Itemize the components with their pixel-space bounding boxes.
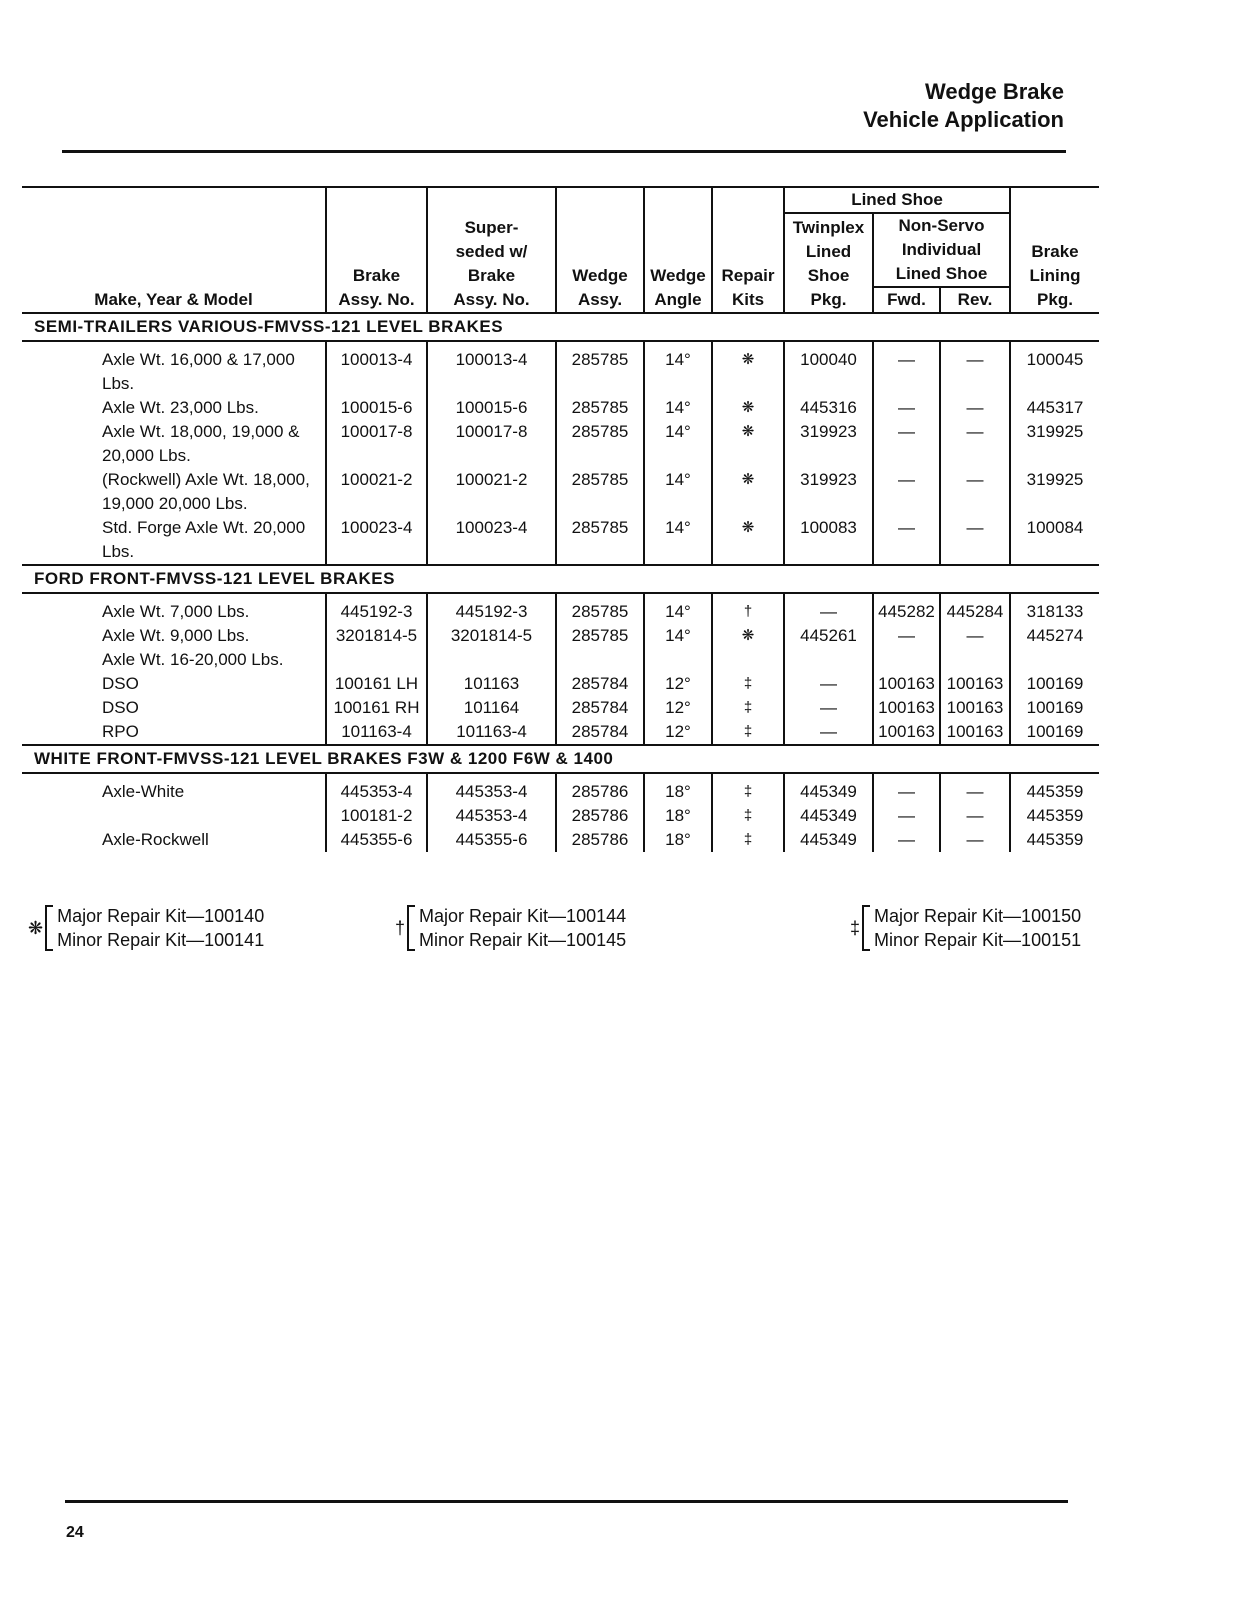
minor-kit-label: Minor Repair Kit—100141 (57, 930, 265, 950)
superseded-cell: 445353-4 (427, 804, 556, 828)
lining-cell: 319925 (1010, 420, 1099, 468)
wedge-angle-cell: 14° (644, 516, 712, 565)
model-cell: Axle-Rockwell (102, 830, 209, 849)
superseded-cell: 445353-4 (427, 773, 556, 804)
brake-assy-cell: 445355-6 (326, 828, 427, 852)
twinplex-cell: — (784, 696, 873, 720)
model-cell (22, 804, 326, 828)
wedge-angle-cell: 14° (644, 420, 712, 468)
wedge-assy-cell: 285786 (556, 804, 644, 828)
brake-assy-cell: 100017-8 (326, 420, 427, 468)
section-title: WHITE FRONT-FMVSS-121 LEVEL BRAKES F3W & 1200 F6W & 1400 (22, 745, 1099, 773)
wedge-angle-cell: 14° (644, 624, 712, 648)
model-cell: DSO (102, 674, 139, 693)
rev-cell: — (940, 804, 1010, 828)
section-header (22, 745, 1099, 773)
rev-cell: — (940, 773, 1010, 804)
fwd-cell: — (873, 341, 940, 396)
application-table (22, 186, 1099, 852)
section-header (22, 313, 1099, 341)
title-line-2: Vehicle Application (863, 107, 1064, 132)
footnote (28, 904, 264, 952)
fwd-cell (873, 648, 940, 672)
lining-cell: 445359 (1010, 804, 1099, 828)
header-make-year-model: Make, Year & Model (22, 187, 326, 313)
model-cell: Axle Wt. 16-20,000 Lbs. (102, 650, 284, 669)
fwd-cell: — (873, 420, 940, 468)
rev-cell: — (940, 341, 1010, 396)
repair-kit-cell: ‡ (712, 672, 784, 696)
table-row (22, 341, 1099, 396)
lining-cell: 100169 (1010, 672, 1099, 696)
brake-assy-cell: 100013-4 (326, 341, 427, 396)
wedge-assy-cell: 285786 (556, 828, 644, 852)
fwd-cell: 100163 (873, 672, 940, 696)
repair-kit-cell: ❋ (712, 516, 784, 565)
header-non-servo: Non-Servo Individual Lined Shoe (873, 213, 1010, 287)
twinplex-cell: 100040 (784, 341, 873, 396)
model-cell: Axle Wt. 7,000 Lbs. (102, 602, 250, 621)
footnote (395, 904, 626, 952)
brake-assy-cell: 100023-4 (326, 516, 427, 565)
major-kit-label: Major Repair Kit—100150 (874, 906, 1082, 926)
table-header (22, 187, 1099, 313)
wedge-angle-cell: 18° (644, 828, 712, 852)
header-repair-kits: Repair Kits (712, 187, 784, 313)
table-body (22, 313, 1099, 852)
twinplex-cell: 445349 (784, 828, 873, 852)
superseded-cell: 100013-4 (427, 341, 556, 396)
lining-cell: 445359 (1010, 773, 1099, 804)
lining-cell: 100169 (1010, 720, 1099, 745)
table-row (22, 804, 1099, 828)
rev-cell: — (940, 828, 1010, 852)
wedge-angle-cell (644, 648, 712, 672)
table-row (22, 828, 1099, 852)
repair-kit-cell: ❋ (712, 420, 784, 468)
repair-kit-cell: ‡ (712, 696, 784, 720)
major-kit-label: Major Repair Kit—100144 (419, 906, 627, 926)
brake-assy-cell: 100161 LH (326, 672, 427, 696)
model-cell: DSO (102, 698, 139, 717)
rev-cell: — (940, 516, 1010, 565)
repair-kit-cell: ‡ (712, 720, 784, 745)
repair-kit-cell: ‡ (712, 828, 784, 852)
brake-assy-cell: 101163-4 (326, 720, 427, 745)
minor-kit-label: Minor Repair Kit—100151 (874, 930, 1082, 950)
superseded-cell: 445192-3 (427, 593, 556, 624)
superseded-cell: 101164 (427, 696, 556, 720)
rev-cell: — (940, 468, 1010, 516)
model-cell: Axle Wt. 23,000 Lbs. (102, 398, 259, 417)
twinplex-cell: 445261 (784, 624, 873, 648)
brake-assy-cell: 100015-6 (326, 396, 427, 420)
brake-assy-cell: 3201814-5 (326, 624, 427, 648)
lining-cell: 445274 (1010, 624, 1099, 648)
lining-cell: 100045 (1010, 341, 1099, 396)
wedge-assy-cell: 285785 (556, 593, 644, 624)
superseded-cell: 3201814-5 (427, 624, 556, 648)
rev-cell: — (940, 420, 1010, 468)
fwd-cell: — (873, 828, 940, 852)
brake-assy-cell: 445192-3 (326, 593, 427, 624)
wedge-assy-cell: 285785 (556, 624, 644, 648)
wedge-angle-cell: 18° (644, 773, 712, 804)
top-rule (62, 150, 1066, 153)
model-cell: RPO (102, 722, 139, 741)
lining-cell: 100084 (1010, 516, 1099, 565)
superseded-cell: 101163 (427, 672, 556, 696)
fwd-cell: — (873, 468, 940, 516)
footnote-symbol: † (395, 917, 406, 938)
table-row (22, 720, 1099, 745)
rev-cell: — (940, 396, 1010, 420)
header-brake-lining: Brake Lining Pkg. (1010, 187, 1099, 313)
wedge-angle-cell: 14° (644, 593, 712, 624)
repair-kit-cell: † (712, 593, 784, 624)
twinplex-cell: 445349 (784, 804, 873, 828)
footnote (850, 904, 1081, 952)
wedge-angle-cell: 12° (644, 672, 712, 696)
repair-kit-cell: ‡ (712, 804, 784, 828)
section-title: SEMI-TRAILERS VARIOUS-FMVSS-121 LEVEL BRAKES (22, 313, 1099, 341)
wedge-assy-cell: 285785 (556, 341, 644, 396)
superseded-cell: 100021-2 (427, 468, 556, 516)
wedge-angle-cell: 14° (644, 468, 712, 516)
brake-assy-cell: 100161 RH (326, 696, 427, 720)
repair-kit-cell: ‡ (712, 773, 784, 804)
lining-cell: 100169 (1010, 696, 1099, 720)
twinplex-cell: — (784, 720, 873, 745)
rev-cell (940, 648, 1010, 672)
page-number: 24 (66, 1524, 84, 1541)
wedge-assy-cell (556, 648, 644, 672)
lining-cell: 445359 (1010, 828, 1099, 852)
wedge-assy-cell: 285784 (556, 720, 644, 745)
fwd-cell: 100163 (873, 720, 940, 745)
repair-kit-cell: ❋ (712, 396, 784, 420)
superseded-cell (427, 648, 556, 672)
fwd-cell: — (873, 396, 940, 420)
twinplex-cell: 445349 (784, 773, 873, 804)
model-cell: Axle Wt. 16,000 & 17,000 Lbs. (102, 350, 295, 393)
wedge-angle-cell: 12° (644, 720, 712, 745)
header-twinplex: Twinplex Lined Shoe Pkg. (784, 213, 873, 313)
superseded-cell: 100017-8 (427, 420, 556, 468)
rev-cell: 100163 (940, 720, 1010, 745)
wedge-assy-cell: 285785 (556, 396, 644, 420)
wedge-assy-cell: 285785 (556, 420, 644, 468)
brake-assy-cell: 100181-2 (326, 804, 427, 828)
twinplex-cell: — (784, 672, 873, 696)
brake-assy-cell: 445353-4 (326, 773, 427, 804)
repair-kit-cell: ❋ (712, 468, 784, 516)
table-row (22, 672, 1099, 696)
twinplex-cell: 445316 (784, 396, 873, 420)
bracket-icon (45, 905, 53, 951)
rev-cell: — (940, 624, 1010, 648)
wedge-assy-cell: 285785 (556, 468, 644, 516)
superseded-cell: 101163-4 (427, 720, 556, 745)
minor-kit-label: Minor Repair Kit—100145 (419, 930, 627, 950)
rev-cell: 100163 (940, 696, 1010, 720)
table-row (22, 696, 1099, 720)
fwd-cell: 445282 (873, 593, 940, 624)
fwd-cell: 100163 (873, 696, 940, 720)
table-row (22, 420, 1099, 468)
lining-cell: 445317 (1010, 396, 1099, 420)
rev-cell: 100163 (940, 672, 1010, 696)
model-cell: Std. Forge Axle Wt. 20,000 Lbs. (102, 518, 306, 561)
fwd-cell: — (873, 773, 940, 804)
wedge-assy-cell: 285785 (556, 516, 644, 565)
wedge-assy-cell: 285784 (556, 696, 644, 720)
header-brake-assy: Brake Assy. No. (326, 187, 427, 313)
superseded-cell: 100023-4 (427, 516, 556, 565)
repair-kit-cell: ❋ (712, 341, 784, 396)
twinplex-cell: 319923 (784, 468, 873, 516)
superseded-cell: 445355-6 (427, 828, 556, 852)
wedge-assy-cell: 285784 (556, 672, 644, 696)
table-row (22, 396, 1099, 420)
section-header (22, 565, 1099, 593)
repair-kit-cell: ❋ (712, 624, 784, 648)
wedge-assy-cell: 285786 (556, 773, 644, 804)
lining-cell (1010, 648, 1099, 672)
table-row (22, 468, 1099, 516)
header-fwd: Fwd. (873, 287, 940, 313)
wedge-angle-cell: 14° (644, 396, 712, 420)
header-lined-shoe: Lined Shoe (784, 187, 1010, 213)
footnote-symbol: ❋ (28, 917, 44, 938)
brake-assy-cell: 100021-2 (326, 468, 427, 516)
table-row (22, 648, 1099, 672)
page-title (863, 78, 1064, 134)
fwd-cell: — (873, 516, 940, 565)
fwd-cell: — (873, 624, 940, 648)
twinplex-cell: 100083 (784, 516, 873, 565)
wedge-angle-cell: 18° (644, 804, 712, 828)
fwd-cell: — (873, 804, 940, 828)
model-cell: Axle Wt. 9,000 Lbs. (102, 626, 250, 645)
section-title: FORD FRONT-FMVSS-121 LEVEL BRAKES (22, 565, 1099, 593)
table-row (22, 516, 1099, 565)
header-wedge-angle: Wedge Angle (644, 187, 712, 313)
bracket-icon (862, 905, 870, 951)
wedge-angle-cell: 14° (644, 341, 712, 396)
rev-cell: 445284 (940, 593, 1010, 624)
model-cell: Axle-White (102, 782, 185, 801)
table-row (22, 773, 1099, 804)
header-rev: Rev. (940, 287, 1010, 313)
table-row (22, 593, 1099, 624)
bracket-icon (407, 905, 415, 951)
twinplex-cell: — (784, 593, 873, 624)
bottom-rule (65, 1500, 1068, 1503)
repair-kit-cell (712, 648, 784, 672)
header-superseded: Super- seded w/ Brake Assy. No. (427, 187, 556, 313)
model-cell: Axle Wt. 18,000, 19,000 & 20,000 Lbs. (102, 422, 300, 465)
footnote-symbol: ‡ (850, 917, 861, 938)
superseded-cell: 100015-6 (427, 396, 556, 420)
table-row (22, 624, 1099, 648)
twinplex-cell (784, 648, 873, 672)
brake-assy-cell (326, 648, 427, 672)
title-line-1: Wedge Brake (925, 79, 1064, 104)
lining-cell: 319925 (1010, 468, 1099, 516)
twinplex-cell: 319923 (784, 420, 873, 468)
model-cell: (Rockwell) Axle Wt. 18,000, 19,000 20,000 Lbs. (102, 470, 310, 513)
major-kit-label: Major Repair Kit—100140 (57, 906, 265, 926)
header-wedge-assy: Wedge Assy. (556, 187, 644, 313)
wedge-angle-cell: 12° (644, 696, 712, 720)
lining-cell: 318133 (1010, 593, 1099, 624)
